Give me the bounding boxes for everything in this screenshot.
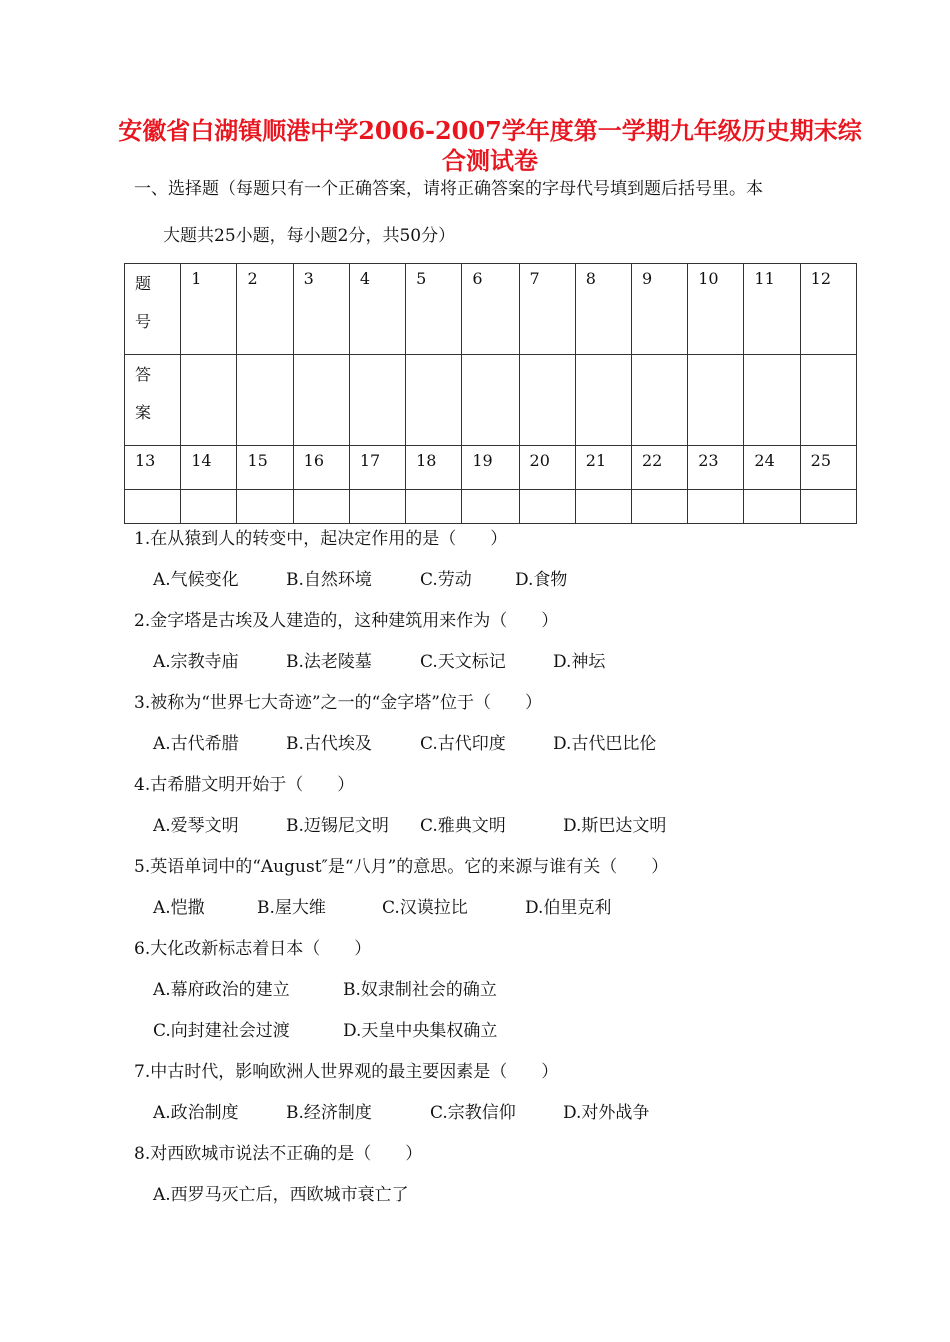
number-cell: 9	[631, 264, 687, 355]
number-cell: 3	[293, 264, 349, 355]
question-option: D.天皇中央集权确立	[343, 1021, 498, 1041]
question-option: C.劳动	[420, 570, 472, 590]
question-option: B.屋大维	[257, 898, 326, 918]
question-stem: 1.在从猿到人的转变中，起决定作用的是（ ）	[134, 529, 508, 549]
question-option: A.古代希腊	[153, 734, 239, 754]
answer-cell[interactable]	[631, 490, 687, 524]
answer-cell[interactable]	[293, 490, 349, 524]
question-option: D.斯巴达文明	[563, 816, 667, 836]
table-row-answers-bottom	[125, 490, 857, 524]
row-label-number: 题 号	[125, 264, 181, 355]
number-cell: 15	[237, 446, 293, 490]
number-cell: 4	[349, 264, 405, 355]
question-option: B.经济制度	[286, 1103, 372, 1123]
number-cell: 8	[575, 264, 631, 355]
question-option: A.政治制度	[153, 1103, 239, 1123]
question-stem: 8.对西欧城市说法不正确的是（ ）	[134, 1144, 423, 1164]
answer-cell[interactable]	[293, 355, 349, 446]
number-cell: 25	[800, 446, 856, 490]
number-cell: 2	[237, 264, 293, 355]
question-option: C.宗教信仰	[430, 1103, 516, 1123]
answer-cell[interactable]	[688, 355, 744, 446]
table-row-numbers-bottom	[125, 446, 857, 490]
question-stem: 2.金字塔是古埃及人建造的，这种建筑用来作为（ ）	[134, 611, 559, 631]
question-option: C.古代印度	[420, 734, 506, 754]
question-option: A.恺撒	[153, 898, 205, 918]
question-option: A.西罗马灭亡后，西欧城市衰亡了	[153, 1185, 409, 1205]
answer-cell[interactable]	[744, 490, 800, 524]
number-cell: 14	[181, 446, 237, 490]
number-cell: 13	[125, 446, 181, 490]
number-cell: 6	[462, 264, 519, 355]
answer-cell[interactable]	[800, 355, 856, 446]
number-cell: 22	[631, 446, 687, 490]
question-option: B.奴隶制社会的确立	[343, 980, 497, 1000]
answer-cell[interactable]	[237, 355, 293, 446]
question-option: D.古代巴比伦	[553, 734, 657, 754]
answer-cell[interactable]	[125, 490, 181, 524]
question-stem: 5.英语单词中的“August″是“八月”的意思。它的来源与谁有关（ ）	[134, 857, 669, 877]
answer-cell[interactable]	[575, 355, 631, 446]
number-cell: 24	[744, 446, 800, 490]
answer-cell[interactable]	[237, 490, 293, 524]
answer-cell[interactable]	[800, 490, 856, 524]
answer-cell[interactable]	[688, 490, 744, 524]
question-option: C.向封建社会过渡	[153, 1021, 290, 1041]
number-cell: 19	[462, 446, 519, 490]
table-row-answers-top	[125, 355, 857, 446]
number-cell: 20	[519, 446, 575, 490]
answer-cell[interactable]	[744, 355, 800, 446]
question-option: B.迈锡尼文明	[286, 816, 389, 836]
answer-cell[interactable]	[519, 490, 575, 524]
number-cell: 1	[181, 264, 237, 355]
number-cell: 5	[406, 264, 462, 355]
number-cell: 10	[688, 264, 744, 355]
question-option: B.自然环境	[286, 570, 372, 590]
answer-cell[interactable]	[575, 490, 631, 524]
number-cell: 11	[744, 264, 800, 355]
row-label-answer: 答 案	[125, 355, 181, 446]
page-title: 安徽省白湖镇顺港中学2006-2007学年度第一学期九年级历史期末综合测试卷	[118, 116, 862, 175]
answer-cell[interactable]	[462, 490, 519, 524]
number-cell: 21	[575, 446, 631, 490]
answer-cell[interactable]	[406, 490, 462, 524]
question-option: B.法老陵墓	[286, 652, 372, 672]
question-option: D.食物	[515, 570, 568, 590]
answer-cell[interactable]	[349, 490, 405, 524]
question-stem: 4.古希腊文明开始于（ ）	[134, 775, 355, 795]
question-option: A.幕府政治的建立	[153, 980, 290, 1000]
number-cell: 23	[688, 446, 744, 490]
answer-cell[interactable]	[406, 355, 462, 446]
question-stem: 6.大化改新标志着日本（ ）	[134, 939, 372, 959]
question-option: A.爱琴文明	[153, 816, 239, 836]
question-option: C.天文标记	[420, 652, 506, 672]
table-row-numbers-top	[125, 264, 857, 355]
question-option: C.汉谟拉比	[382, 898, 468, 918]
section-heading: 一、选择题（每题只有一个正确答案，请将正确答案的字母代号填到题后括号里。本	[134, 179, 763, 199]
number-cell: 18	[406, 446, 462, 490]
question-option: D.神坛	[553, 652, 606, 672]
question-option: A.气候变化	[153, 570, 239, 590]
number-cell: 16	[293, 446, 349, 490]
answer-cell[interactable]	[631, 355, 687, 446]
question-option: D.伯里克利	[525, 898, 612, 918]
question-stem: 7.中古时代，影响欧洲人世界观的最主要因素是（ ）	[134, 1062, 559, 1082]
number-cell: 12	[800, 264, 856, 355]
answer-table	[124, 263, 857, 524]
answer-cell[interactable]	[181, 490, 237, 524]
number-cell: 17	[349, 446, 405, 490]
question-option: A.宗教寺庙	[153, 652, 239, 672]
question-option: D.对外战争	[563, 1103, 650, 1123]
answer-cell[interactable]	[519, 355, 575, 446]
answer-cell[interactable]	[349, 355, 405, 446]
section-heading-cont: 大题共25小题，每小题2分，共50分）	[163, 226, 456, 246]
question-option: C.雅典文明	[420, 816, 506, 836]
number-cell: 7	[519, 264, 575, 355]
question-option: B.古代埃及	[286, 734, 372, 754]
answer-cell[interactable]	[462, 355, 519, 446]
question-stem: 3.被称为“世界七大奇迹”之一的“金字塔”位于（ ）	[134, 693, 542, 713]
answer-cell[interactable]	[181, 355, 237, 446]
